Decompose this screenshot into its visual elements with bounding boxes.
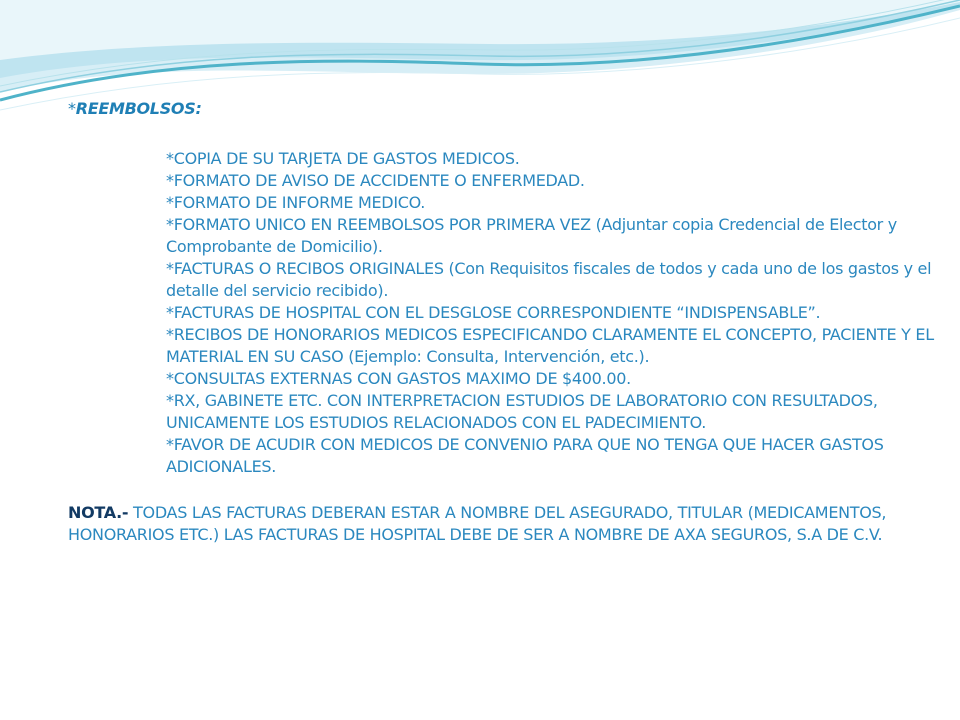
list-item: *CONSULTAS EXTERNAS CON GASTOS MAXIMO DE $400.00.: [166, 369, 631, 388]
list-item: *FORMATO DE AVISO DE ACCIDENTE O ENFERMEDAD.: [166, 171, 585, 190]
list-item: *COPIA DE SU TARJETA DE GASTOS MEDICOS.: [166, 149, 520, 168]
list-item: *FACTURAS DE HOSPITAL CON EL DESGLOSE CORRESPONDIENTE “INDISPENSABLE”.: [166, 303, 821, 322]
list-item: *RECIBOS DE HONORARIOS MEDICOS ESPECIFICANDO CLARAMENTE EL CONCEPTO, PACIENTE Y EL MATERIAL EN SU CASO (Ejemplo: Consulta, Intervención, etc.).: [166, 325, 934, 366]
list-item: *FACTURAS O RECIBOS ORIGINALES (Con Requisitos fiscales de todos y cada uno de los gastos y el detalle del servicio recibido).: [166, 259, 932, 300]
nota-text: TODAS LAS FACTURAS DEBERAN ESTAR A NOMBRE DEL ASEGURADO, TITULAR (MEDICAMENTOS, HONORARIOS ETC.) LAS FACTURAS DE HOSPITAL DEBE DE SER A NOMBRE DE AXA SEGUROS, S.A DE C.V.: [68, 503, 887, 544]
list-item: *RX, GABINETE ETC. CON INTERPRETACION ESTUDIOS DE LABORATORIO CON RESULTADOS, UNICAMENTE LOS ESTUDIOS RELACIONADOS CON EL PADECIMIENTO.: [166, 391, 878, 432]
heading-text: REEMBOLSOS:: [75, 99, 202, 118]
slide-body: [68, 98, 938, 546]
heading-star: *: [68, 99, 76, 118]
list-item: *FORMATO UNICO EN REEMBOLSOS POR PRIMERA VEZ (Adjuntar copia Credencial de Elector y Comprobante de Domicilio).: [166, 215, 897, 256]
nota-label: NOTA.-: [68, 503, 129, 522]
list-item: *FORMATO DE INFORME MEDICO.: [166, 193, 426, 212]
requirements-list: [166, 148, 938, 478]
nota-paragraph: [68, 502, 938, 546]
list-item: *FAVOR DE ACUDIR CON MEDICOS DE CONVENIO PARA QUE NO TENGA QUE HACER GASTOS ADICIONALES.: [166, 435, 884, 476]
reembolsos-heading: [68, 98, 938, 120]
